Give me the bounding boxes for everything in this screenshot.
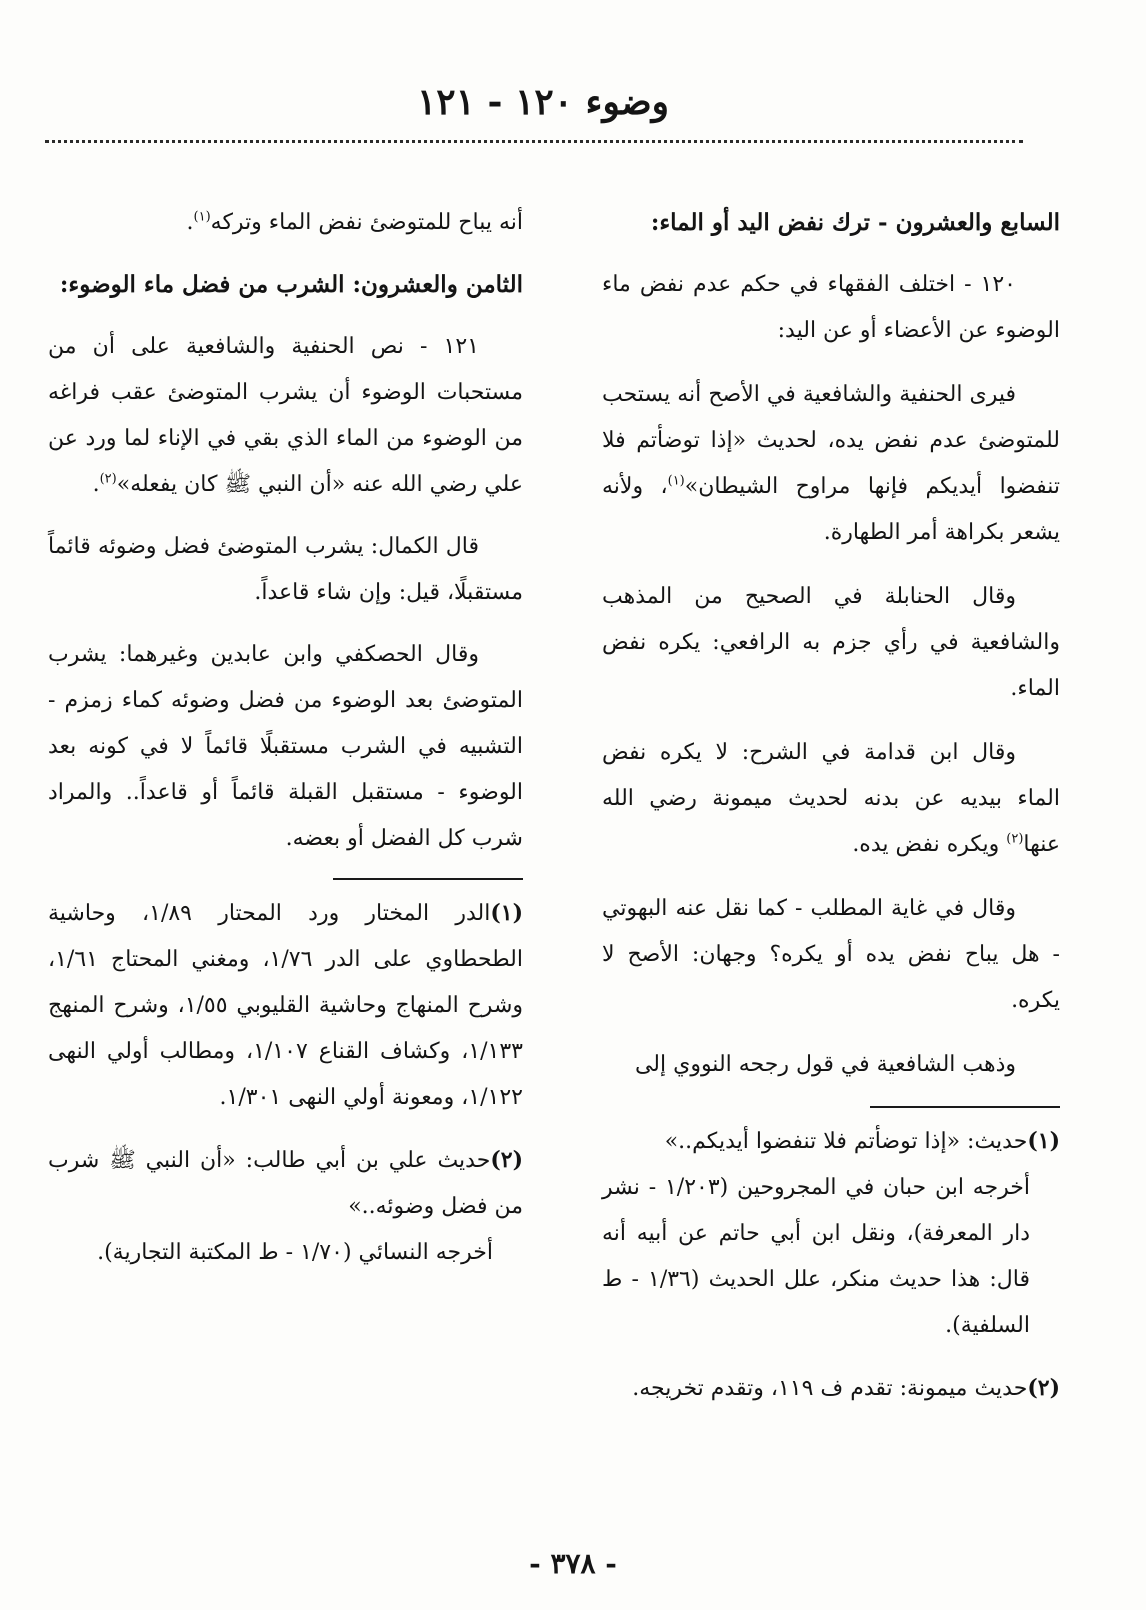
paragraph-ibn-qudama xyxy=(602,730,1060,868)
paragraph-hanafi xyxy=(602,372,1060,556)
paragraph-ibn-qudama-tail: ويكره نفض يده. xyxy=(852,832,1007,857)
paragraph-nawawi: وذهب الشافعية في قول رجحه النووي إلى xyxy=(634,1052,1016,1077)
right-column xyxy=(602,200,1060,1428)
footnote-text: الدر المختار ورد المحتار ١/٨٩، وحاشية الطحطاوي على الدر ١/٧٦، ومغني المحتاج ١/٦١، وشرح المنهاج وحاشية القليوبي ١/٥٥، وشرح المنهج ١/١٣٣، وكشاف القناع ١/١٠٧، ومطالب أولي النهى ١/١٢٢، ومعونة أولي النهى ١/٣٠١. xyxy=(48,901,524,1110)
footnote-number: (٢) xyxy=(490,1147,523,1173)
footnote-text: حديث ميمونة: تقدم ف ١١٩، وتقدم تخريجه. xyxy=(632,1376,1028,1401)
paragraph-ghaya: وقال في غاية المطلب - كما نقل عنه البهوتي - هل يباح نفض يده أو يكره؟ وجهان: الأصح لا يكره. xyxy=(602,896,1060,1013)
footnote-ref-1: (١) xyxy=(667,473,685,489)
footnote-ref-2: (٢) xyxy=(1006,831,1024,847)
footnote-left-2 xyxy=(48,1137,523,1276)
paragraph-hanafi-text: فيرى الحنفية والشافعية في الأصح أنه يستحب للمتوضئ عدم نفض يده، لحديث «إذا توضأتم فلا تنفضوا أيديكم فإنها مراوح الشيطان» xyxy=(602,382,1061,499)
section-heading-27: السابع والعشرون - ترك نفض اليد أو الماء: xyxy=(650,209,1060,236)
page-number: - ٣٧٨ - xyxy=(529,1547,617,1580)
footnote-right-2 xyxy=(602,1365,1060,1412)
left-column xyxy=(48,200,523,1292)
footnote-continuation: أخرجه ابن حبان في المجروحين (١/٢٠٣ - نشر دار المعرفة)، ونقل ابن أبي حاتم عن أبيه أنه قال: هذا حديث منكر، علل الحديث (١/٣٦ - ط السلفية). xyxy=(602,1175,1031,1338)
footnote-left-1 xyxy=(48,890,523,1121)
paragraph-ibn-qudama-text: وقال ابن قدامة في الشرح: لا يكره نفض الماء بيديه عن بدنه لحديث ميمونة رضي الله عنها xyxy=(602,740,1060,857)
paragraph-haskafi: وقال الحصكفي وابن عابدين وغيرهما: يشرب المتوضئ بعد الوضوء من فضل وضوئه كماء زمزم - التشبيه في الشرب مستقبلًا قائماً لا في كونه بعد الوضوء - مستقبل القبلة قائماً أو قاعداً.. والمراد شرب كل الفضل أو بعضه. xyxy=(48,642,523,851)
page-header-title: وضوء ١٢٠ - ١٢١ xyxy=(416,81,670,123)
paragraph-121-tail: . xyxy=(92,472,100,497)
footnote-ref-1: (١) xyxy=(193,209,211,225)
footnote-continuation: أخرجه النسائي (١/٧٠ - ط المكتبة التجارية). xyxy=(97,1240,493,1265)
footnote-ref-2: (٢) xyxy=(99,471,117,487)
footnote-divider-left xyxy=(333,878,523,880)
footnote-number: (١) xyxy=(1027,1128,1060,1154)
paragraph-121-text: ١٢١ - نص الحنفية والشافعية على أن من مستحبات الوضوء أن يشرب المتوضئ عقب فراغه من الوضوء من الماء الذي بقي في الإناء لما ورد عن علي رضي الله عنه «أن النبي ﷺ كان يفعله» xyxy=(48,334,523,497)
paragraph-continuation-tail: . xyxy=(186,210,194,235)
header-dotted-divider xyxy=(45,140,1023,143)
paragraph-continuation-text: أنه يباح للمتوضئ نفض الماء وتركه xyxy=(210,210,523,235)
section-heading-28: الثامن والعشرون: الشرب من فضل ماء الوضوء: xyxy=(59,271,523,298)
footnote-number: (٢) xyxy=(1027,1375,1060,1401)
paragraph-120-intro: ١٢٠ - اختلف الفقهاء في حكم عدم نفض ماء الوضوء عن الأعضاء أو عن اليد: xyxy=(602,272,1060,343)
footnote-divider-right xyxy=(870,1106,1060,1108)
paragraph-hanabila: وقال الحنابلة في الصحيح من المذهب والشافعية في رأي جزم به الرافعي: يكره نفض الماء. xyxy=(602,584,1060,701)
paragraph-continuation xyxy=(48,200,523,246)
footnote-text: حديث: «إذا توضأتم فلا تنفضوا أيديكم..» xyxy=(664,1129,1028,1154)
paragraph-kamal: قال الكمال: يشرب المتوضئ فضل وضوئه قائماً مستقبلًا، قيل: وإن شاء قاعداً. xyxy=(48,534,523,605)
footnote-number: (١) xyxy=(490,900,523,926)
paragraph-121 xyxy=(48,324,523,508)
paragraph-hanafi-tail: ، ولأنه يشعر بكراهة أمر الطهارة. xyxy=(602,474,1060,545)
footnote-text: حديث علي بن أبي طالب: «أن النبي ﷺ شرب من فضل وضوئه..» xyxy=(48,1148,523,1219)
footnote-right-1 xyxy=(602,1118,1060,1349)
